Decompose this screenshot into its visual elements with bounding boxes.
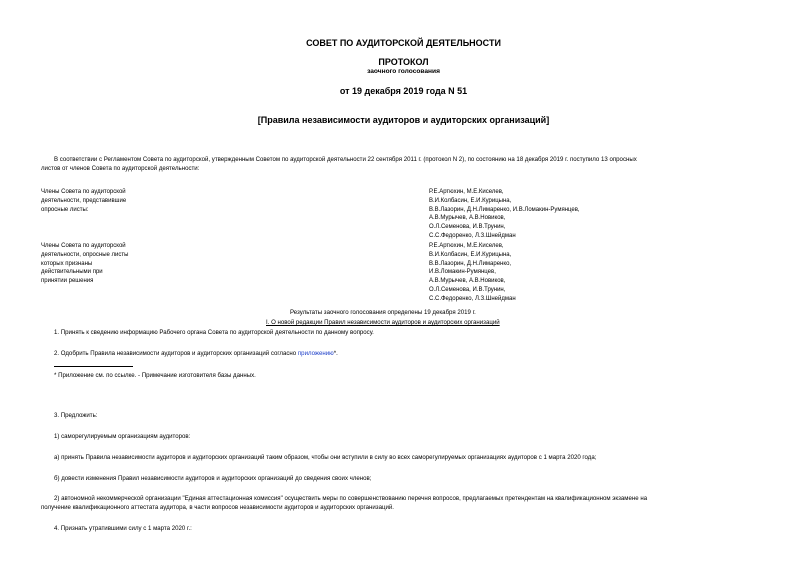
item-3-1: 1) саморегулируемым организациям аудиторов: bbox=[54, 433, 191, 440]
member-name-line: В.И.Колбасин, Е.И.Курицына, bbox=[429, 197, 512, 204]
member-name-line: Р.Е.Артюхин, М.Е.Киселев, bbox=[429, 243, 504, 249]
member-name-line: В.В.Лазорин, Д.Н.Лимаренко, И.В.Ломакин-Румянцев, bbox=[429, 206, 580, 213]
member-name-line: И.В.Ломакин-Румянцев, bbox=[429, 269, 496, 276]
footnote: * Приложение см. по ссылке. - Примечание изготовителя базы данных. bbox=[54, 372, 256, 379]
results-line: Результаты заочного голосования определены 19 декабря 2019 г. bbox=[290, 309, 476, 316]
label-line: деятельности, опросные листы bbox=[41, 251, 129, 258]
footnote-divider bbox=[54, 366, 133, 367]
item-4: 4. Признать утратившими силу с 1 марта 2020 г.: bbox=[54, 525, 192, 532]
label-line: принятии решения bbox=[41, 278, 94, 285]
item-3-2-line-2: получение квалификационного аттестата аудитора, в части вопросов независимости аудиторов и аудиторских организаций. bbox=[41, 504, 394, 511]
member-name-line: А.В.Мурычев, А.В.Новиков, bbox=[429, 215, 506, 222]
doc-type: ПРОТОКОЛ bbox=[378, 57, 429, 67]
valid-names bbox=[429, 242, 516, 304]
appendix-link[interactable]: приложению bbox=[297, 350, 334, 357]
intro-line-2: листов от членов Совета по аудиторской деятельности: bbox=[41, 165, 200, 172]
item-2-text: 2. Одобрить Правила независимости аудиторов и аудиторских организаций согласно bbox=[54, 350, 298, 357]
valid-label bbox=[41, 242, 128, 286]
submitted-names bbox=[429, 188, 580, 241]
member-name-line: С.С.Федоренко, Л.З.Шнейдман bbox=[429, 232, 516, 239]
item-2 bbox=[54, 349, 338, 358]
label-line: Члены Совета по аудиторской bbox=[41, 189, 126, 195]
doc-topic: [Правила независимости аудиторов и аудиторских организаций] bbox=[257, 115, 550, 125]
label-line: которых признаны bbox=[41, 260, 93, 267]
member-name-line: С.С.Федоренко, Л.З.Шнейдман bbox=[429, 295, 516, 302]
label-line: действительными при bbox=[41, 269, 103, 276]
doc-date-number: от 19 декабря 2019 года N 51 bbox=[339, 86, 468, 96]
label-line: опросные листы: bbox=[41, 206, 89, 213]
item-3-1a: а) принять Правила независимости аудиторов и аудиторских организаций таким образом, чтобы они вступили в силу во всех саморегулируемых организациях аудиторов с 1 марта 2020 года; bbox=[54, 454, 597, 461]
label-line: Члены Совета по аудиторской bbox=[41, 243, 126, 249]
member-name-line: А.В.Мурычев, А.В.Новиков, bbox=[429, 278, 506, 285]
org-title: СОВЕТ ПО АУДИТОРСКОЙ ДЕЯТЕЛЬНОСТИ bbox=[306, 38, 501, 48]
intro-line-1: В соответствии с Регламентом Совета по аудиторской, утвержденным Советом по аудиторской деятельности 22 сентября 2011 г. (протокол N 2), по состоянию на 18 декабря 2019 г. поступило 13 опросных bbox=[54, 156, 637, 163]
doc-subtitle: заочного голосования bbox=[367, 68, 440, 75]
member-name-line: О.Л.Семенова, И.В.Трунин, bbox=[429, 286, 506, 293]
member-name-line: В.И.Колбасин, Е.И.Курицына, bbox=[429, 251, 512, 258]
item-3: 3. Предложить: bbox=[54, 412, 98, 419]
label-line: деятельности, представившие bbox=[41, 197, 127, 204]
item-3-2-line-1: 2) автономной некоммерческой организации "Единая аттестационная комиссия" осуществить меры по совершенствованию перечня вопросов, предлагаемых претендентам на квалификационном экзамене на bbox=[54, 495, 648, 502]
item-2-suffix: *. bbox=[333, 350, 338, 357]
member-name-line: О.Л.Семенова, И.В.Трунин, bbox=[429, 224, 506, 231]
submitted-label bbox=[41, 188, 126, 214]
item-1: 1. Принять к сведению информацию Рабочего органа Совета по аудиторской деятельности по данному вопросу. bbox=[54, 329, 374, 336]
item-3-1b: б) довести изменения Правил независимости аудиторов и аудиторских организаций до сведения своих членов; bbox=[54, 475, 372, 482]
section-title: I. О новой редакции Правил независимости аудиторов и аудиторских организаций bbox=[266, 319, 500, 326]
member-name-line: Р.Е.Артюхин, М.Е.Киселев, bbox=[429, 189, 504, 195]
member-name-line: В.В.Лазорин, Д.Н.Лимаренко, bbox=[429, 260, 512, 267]
